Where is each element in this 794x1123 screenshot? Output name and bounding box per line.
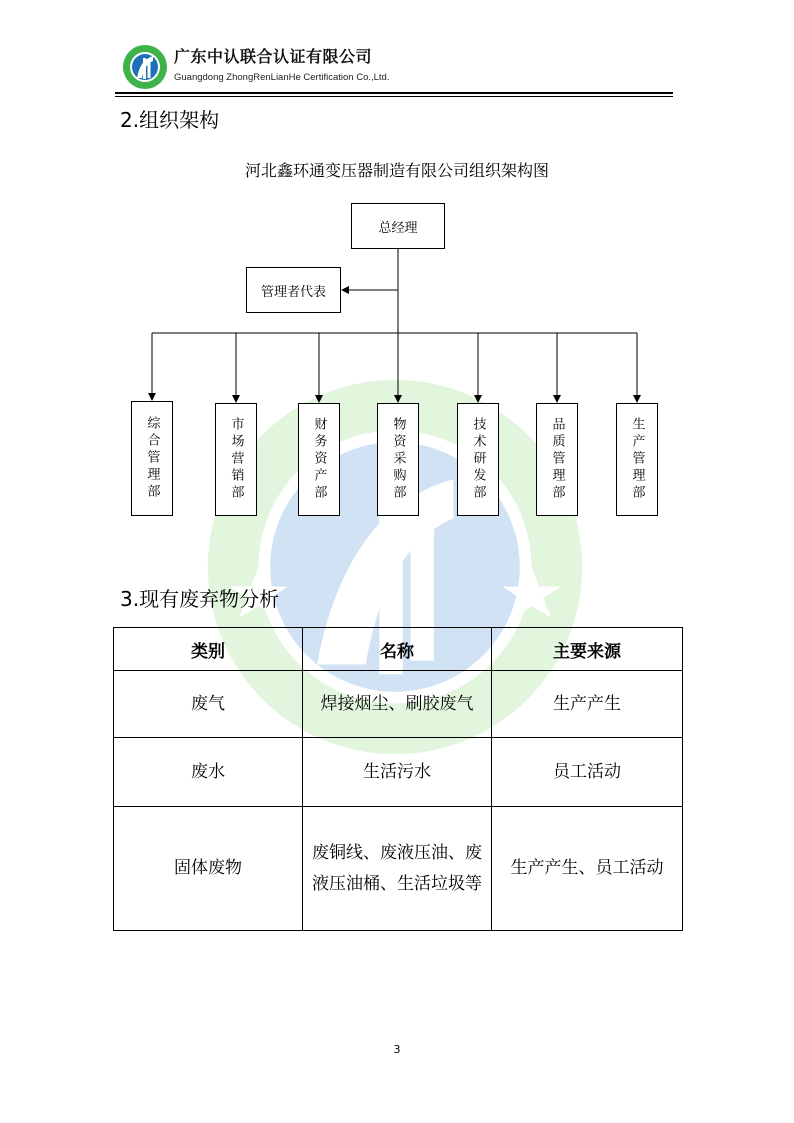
org-box-department (377, 403, 419, 516)
org-box-department (215, 403, 257, 516)
department-label: 品质管理部 (549, 417, 565, 502)
cell-category: 固体废物 (114, 807, 303, 931)
department-label: 物资采购部 (390, 417, 406, 502)
cell-name: 生活污水 (303, 738, 492, 807)
cell-name: 焊接烟尘、刷胶废气 (303, 671, 492, 738)
table-row (114, 807, 683, 931)
department-label: 生产管理部 (629, 417, 645, 502)
org-box-department (616, 403, 658, 516)
column-header: 类别 (114, 628, 303, 671)
page-number: 3 (393, 1043, 401, 1056)
cell-source: 生产产生、员工活动 (492, 807, 683, 931)
org-box-department (536, 403, 578, 516)
department-label: 市场营销部 (228, 417, 244, 502)
column-header: 名称 (303, 628, 492, 671)
cell-name: 废铜线、废液压油、废液压油桶、生活垃圾等 (303, 807, 492, 931)
table-header-row (114, 628, 683, 671)
waste-analysis-table (113, 627, 683, 931)
cell-source: 员工活动 (492, 738, 683, 807)
org-box-department (131, 401, 173, 516)
org-box-label: 管理者代表 (260, 284, 326, 300)
org-box-department (298, 403, 340, 516)
section-heading-org: 2.组织架构 (120, 108, 220, 132)
cell-source: 生产产生 (492, 671, 683, 738)
section-heading-waste: 3.现有废弃物分析 (120, 587, 280, 611)
column-header: 主要来源 (492, 628, 683, 671)
department-label: 综合管理部 (144, 416, 160, 501)
department-label: 财务资产部 (311, 417, 327, 502)
company-name-cn: 广东中认联合认证有限公司 (174, 47, 373, 66)
org-chart-title: 河北鑫环通变压器制造有限公司组织架构图 (244, 161, 549, 180)
cell-category: 废气 (114, 671, 303, 738)
table-row (114, 671, 683, 738)
company-name-en: Guangdong ZhongRenLianHe Certification Co.,Ltd. (174, 72, 390, 83)
org-box-label: 总经理 (378, 220, 418, 236)
org-box-management-representative (246, 267, 341, 313)
org-box-department (457, 403, 499, 516)
cell-category: 废水 (114, 738, 303, 807)
org-box-general-manager (351, 203, 445, 249)
table-row (114, 738, 683, 807)
department-label: 技术研发部 (470, 417, 486, 502)
